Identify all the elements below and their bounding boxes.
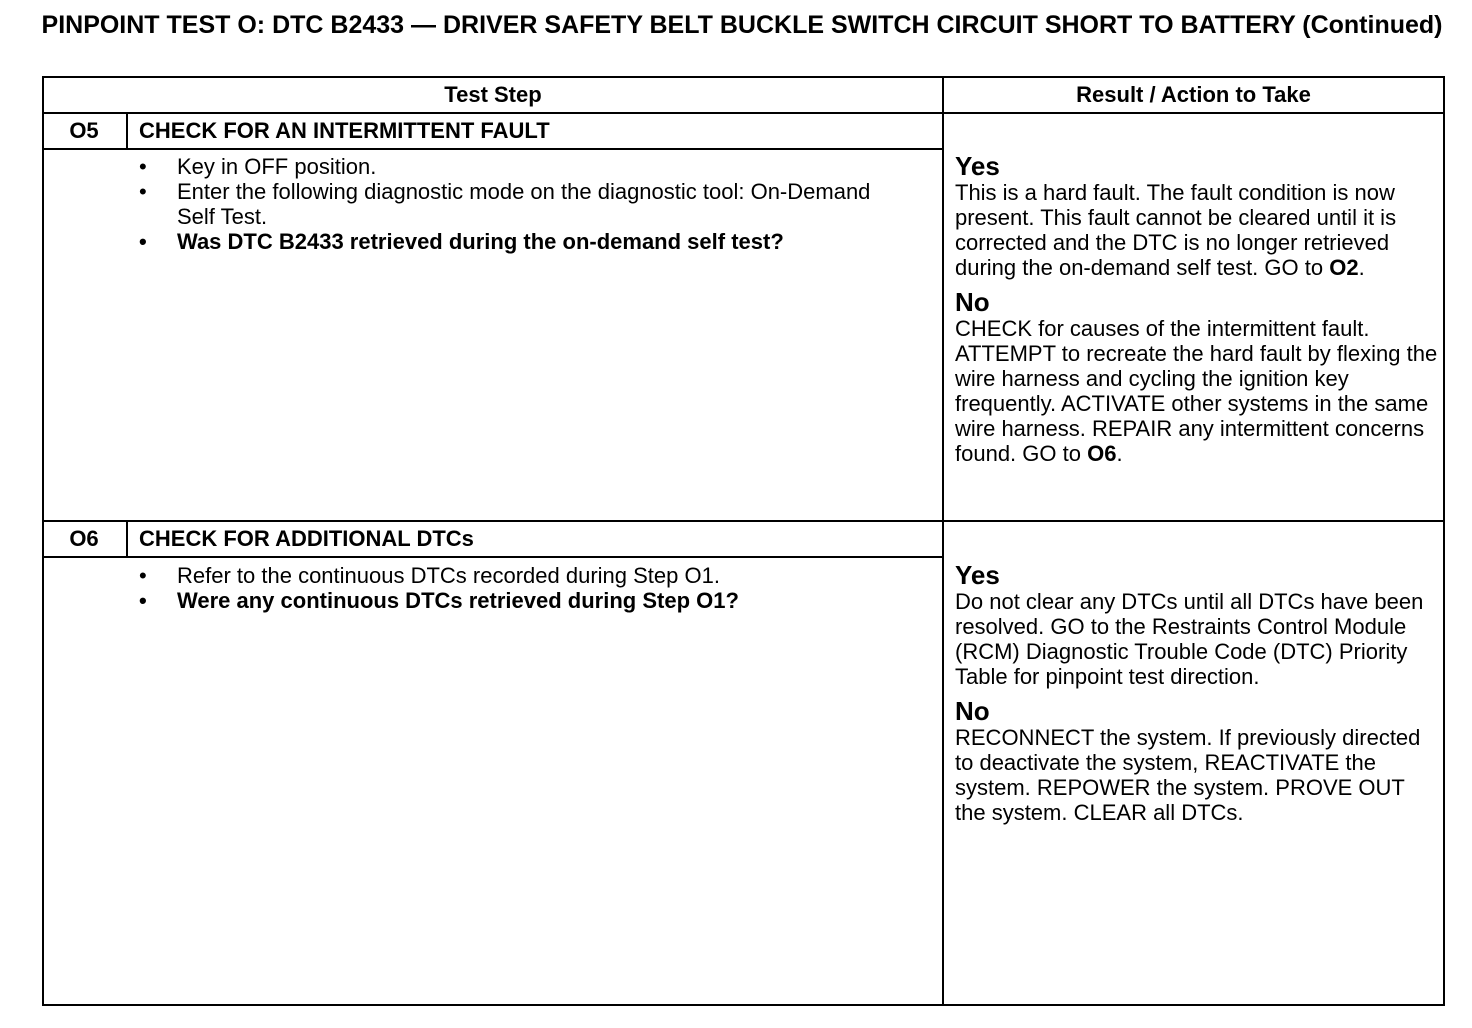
yes-label: Yes: [955, 560, 1000, 590]
sentence-period: .: [1358, 255, 1365, 280]
bullet-icon: •: [139, 179, 147, 204]
yes-action-text: This is a hard fault. The fault condition is now present. This fault cannot be cleared until it is corrected and the DTC is no longer retrieved during the on-demand self test. GO to: [955, 180, 1397, 280]
instruction-question: [139, 588, 919, 613]
bullet-icon: •: [139, 563, 147, 588]
step-title: CHECK FOR ADDITIONAL DTCs: [139, 526, 474, 551]
instruction-item: [139, 179, 877, 229]
sentence-period: .: [1116, 441, 1123, 466]
no-action: RECONNECT the system. If previously directed to deactivate the system, REACTIVATE the system. REPOWER the system. PROVE OUT the system. CLEAR all DTCs.: [955, 725, 1421, 825]
instruction-text: Refer to the continuous DTCs recorded during Step O1.: [177, 563, 720, 588]
instruction-item: [139, 563, 919, 588]
instruction-question: [139, 229, 919, 254]
step-o6-instructions: [139, 563, 919, 613]
column-header-test-step: Test Step: [444, 82, 542, 107]
no-action: [955, 316, 1441, 466]
step-id: O6: [69, 526, 99, 551]
no-action-text: CHECK for causes of the intermittent fault. ATTEMPT to recreate the hard fault by flexing the wire harness and cycling the ignition key frequently. ACTIVATE other systems in the same wire harness. REPAIR any intermittent concerns found. GO to: [955, 316, 1438, 466]
bullet-icon: •: [139, 588, 147, 613]
instruction-item: [139, 154, 919, 179]
question-text: Was DTC B2433 retrieved during the on-demand self test?: [177, 229, 784, 254]
step-o6-result: [955, 561, 1441, 833]
step-o6-title-divider: [42, 556, 943, 558]
bullet-icon: •: [139, 154, 147, 179]
no-label: No: [955, 287, 990, 317]
yes-label: Yes: [955, 151, 1000, 181]
step-o5-id-divider: [126, 112, 128, 149]
column-divider: [942, 76, 944, 1006]
goto-link[interactable]: O6: [1087, 441, 1117, 466]
yes-action: [955, 180, 1441, 280]
yes-action: Do not clear any DTCs until all DTCs have been resolved. GO to the Restraints Control Module (RCM) Diagnostic Trouble Code (DTC) Priority Table for pinpoint test direction.: [955, 589, 1424, 689]
instruction-text: Enter the following diagnostic mode on the diagnostic tool: On-Demand Self Test.: [177, 179, 871, 229]
instruction-text: Key in OFF position.: [177, 154, 377, 179]
question-text: Were any continuous DTCs retrieved during Step O1?: [177, 588, 739, 613]
step-o5-instructions: [139, 154, 919, 254]
no-label: No: [955, 696, 990, 726]
bullet-icon: •: [139, 229, 147, 254]
step-o5-result: [955, 152, 1441, 474]
column-header-result: Result / Action to Take: [1076, 82, 1311, 107]
step-id: O5: [69, 118, 99, 143]
page-title: PINPOINT TEST O: DTC B2433 — DRIVER SAFETY BELT BUCKLE SWITCH CIRCUIT SHORT TO BATTERY (Continued): [41, 11, 1443, 39]
goto-link[interactable]: O2: [1329, 255, 1359, 280]
step-o5-title-divider: [42, 148, 943, 150]
step-title: CHECK FOR AN INTERMITTENT FAULT: [139, 118, 550, 143]
step-o6-id-divider: [126, 520, 128, 557]
